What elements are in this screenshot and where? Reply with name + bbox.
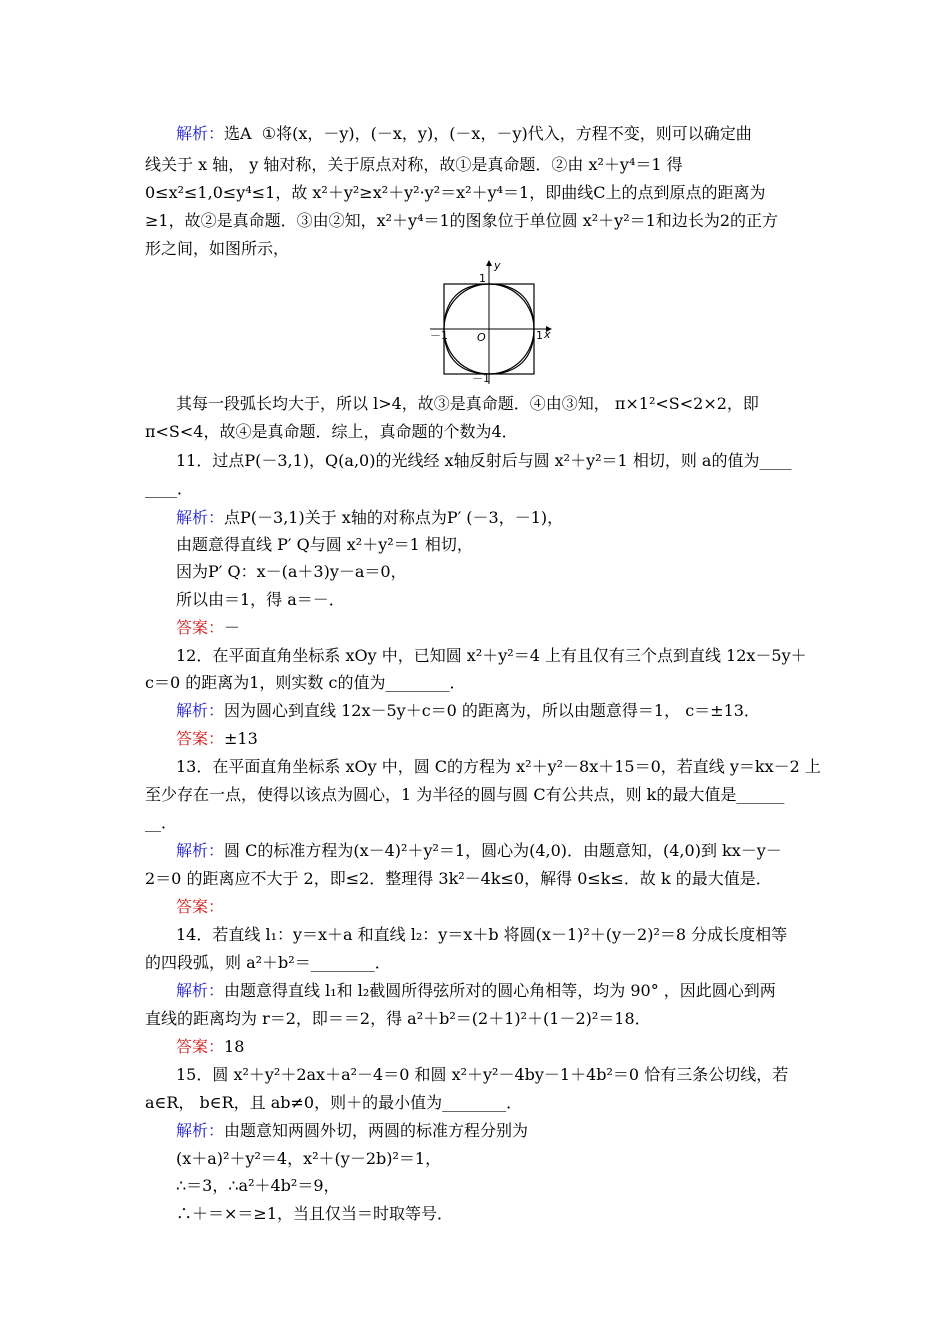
- question-15: 15．圆 x²＋y²＋2ax＋a²－4＝0 和圆 x²＋y²－4by－1＋4b²＝0 恰有三条公切线，若: [176, 1065, 789, 1084]
- y-label: y: [494, 259, 501, 272]
- question-15-cont: a∈R， b∈R，且 ab≠0，则＋的最小值为________．: [145, 1093, 523, 1112]
- origin-label: O: [477, 331, 486, 344]
- question-13-cont: 至少存在一点，使得以该点为圆心，1 为半径的圆与圆 C有公共点，则 k的最大值是______: [145, 785, 785, 804]
- left-tick: －1: [430, 329, 448, 342]
- text-line: ∴＋＝×＝≥1，当且仅当＝时取等号．: [176, 1204, 453, 1223]
- question-13: 13．在平面直角坐标系 xOy 中，圆 C的方程为 x²＋y²－8x＋15＝0，若直线 y＝kx－2 上: [176, 757, 821, 776]
- answer-label: 答案：: [176, 1037, 225, 1056]
- question-13-cont: __．: [145, 813, 178, 832]
- analysis-label: 解析：: [176, 841, 225, 860]
- text-line: 形之间，如图所示，: [145, 239, 290, 258]
- text-line: (x＋a)²＋y²＝4，x²＋(y－2b)²＝1，: [176, 1149, 442, 1168]
- text-line: 因为P′ Q：x－(a＋3)y－a＝0，: [176, 562, 407, 581]
- answer-label: 答案：: [176, 897, 225, 916]
- x-label: x: [544, 328, 551, 341]
- question-11: 11．过点P(－3,1)，Q(a,0)的光线经 x轴反射后与圆 x²＋y²＝1 相切，则 a的值为____: [176, 451, 792, 470]
- analysis-line: [176, 981, 776, 1001]
- question-14-cont: 的四段弧，则 a²＋b²＝________．: [145, 953, 391, 972]
- answer-label: 答案：: [176, 729, 225, 748]
- text-line: 其每一段弧长均大于，所以 l>4，故③是真命题．④由③知， π×1²<S<2×2，即: [176, 394, 759, 413]
- text-line: 2＝0 的距离应不大于 2，即≤2．整理得 3k²－4k≤0，解得 0≤k≤．故 k 的最大值是．: [145, 869, 772, 888]
- answer-value: 18: [224, 1037, 245, 1056]
- answer-line: [176, 729, 258, 749]
- question-11-cont: ____．: [145, 479, 194, 498]
- analysis-label: 解析：: [176, 981, 225, 1000]
- bottom-tick: －1: [472, 372, 490, 385]
- y-axis-arrow: [486, 260, 492, 266]
- text-line: π<S<4，故④是真命题．综上，真命题的个数为4．: [145, 422, 518, 441]
- answer-line: [176, 897, 224, 917]
- analysis-line: [176, 1121, 528, 1141]
- top-tick: 1: [479, 272, 486, 285]
- text-line: 直线的距离均为 r＝2，即＝＝2，得 a²＋b²＝(2＋1)²＋(1－2)²＝18．: [145, 1009, 651, 1028]
- text-line: 由题意得直线 P′ Q与圆 x²＋y²＝1 相切，: [176, 535, 473, 554]
- text-line: 线关于 x 轴， y 轴对称，关于原点对称，故①是真命题．②由 x²＋y⁴＝1 得: [145, 155, 683, 174]
- answer-value: ±13: [224, 729, 258, 748]
- text-line: ∴＝3，∴a²＋4b²＝9，: [176, 1176, 340, 1195]
- analysis-label: 解析：: [176, 701, 225, 720]
- analysis-label: 解析：: [176, 124, 225, 143]
- text: 因为圆心到直线 12x－5y＋c＝0 的距离为，所以由题意得＝1， c＝±13．: [224, 701, 760, 720]
- question-14: 14．若直线 l₁：y＝x＋a 和直线 l₂：y＝x＋b 将圆(x－1)²＋(y－2)²＝8 分成长度相等: [176, 925, 788, 944]
- analysis-line: [176, 508, 563, 528]
- answer-line: [176, 618, 240, 638]
- circle-square-figure: [418, 256, 554, 386]
- question-12: 12．在平面直角坐标系 xOy 中，已知圆 x²＋y²＝4 上有且仅有三个点到直线 12x－5y＋: [176, 646, 807, 665]
- answer-label: 答案：: [176, 618, 225, 637]
- analysis-label: 解析：: [176, 1121, 225, 1140]
- question-12-cont: c＝0 的距离为1，则实数 c的值为________．: [145, 673, 466, 692]
- text-line: 所以由＝1，得 a＝－．: [176, 590, 345, 609]
- text: 圆 C的标准方程为(x－4)²＋y²＝1，圆心为(4,0)．由题意知，(4,0)到 kx－y－: [224, 841, 782, 860]
- text: ①将(x，－y)，(－x，y)，(－x，－y)代入，方程不变，则可以确定曲: [261, 124, 752, 143]
- analysis-line: [176, 841, 782, 861]
- text-line: ≥1，故②是真命题．③由②知，x²＋y⁴＝1的图象位于单位圆 x²＋y²＝1和边长为2的正方: [145, 211, 778, 230]
- answer-value: －: [224, 618, 241, 637]
- analysis-line: [176, 701, 760, 721]
- text-line: 0≤x²≤1,0≤y⁴≤1，故 x²＋y²≥x²＋y²·y²＝x²＋y⁴＝1，即曲线C上的点到原点的距离为: [145, 183, 766, 202]
- text: 由题意知两圆外切，两圆的标准方程分别为: [224, 1121, 529, 1140]
- text: 点P(－3,1)关于 x轴的对称点为P′ (－3，－1)，: [224, 508, 564, 527]
- text: 由题意得直线 l₁和 l₂截圆所得弦所对的圆心角相等，均为 90° ，因此圆心到两: [224, 981, 776, 1000]
- answer-line: [176, 1037, 244, 1057]
- right-tick: 1: [536, 329, 543, 342]
- analysis-label: 解析：: [176, 508, 225, 527]
- analysis-line: [176, 124, 752, 144]
- choice-a: 选A: [224, 124, 252, 143]
